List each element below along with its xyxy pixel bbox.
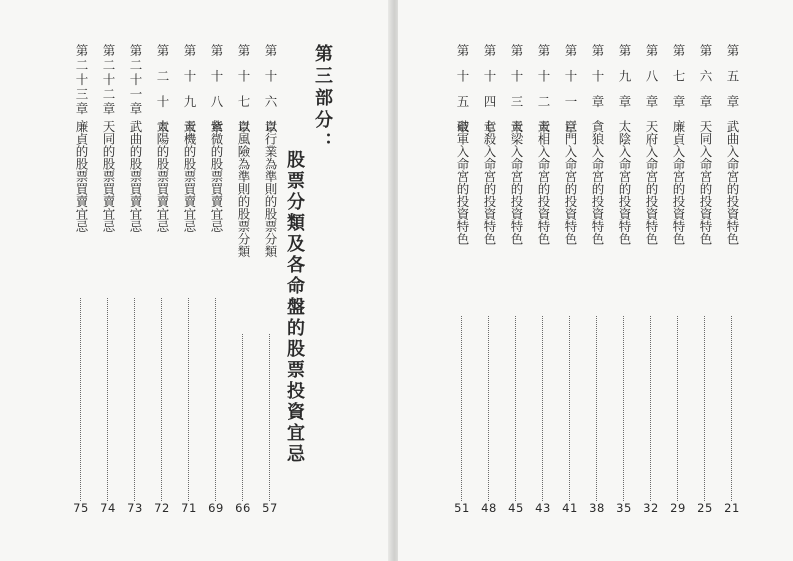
chapter-title: 天同入命宮的投資特色 [698,120,713,245]
page-number: 41 [562,501,578,515]
page-number: 75 [73,501,89,515]
chapter-title: 七殺入命宮的投資特色 [482,120,497,245]
toc-entry [69,0,93,561]
chapter-label: 第十一章 [563,44,578,146]
chapter-label: 第二十三章 [74,44,89,117]
page-number: 73 [127,501,143,515]
chapter-title: 武曲的股票買賣宜忌 [128,120,143,233]
chapter-label: 第九章 [617,44,632,121]
toc-entry [150,0,174,561]
chapter-label: 第十五章 [455,44,470,146]
page-number: 71 [181,501,197,515]
dot-leader [677,316,678,501]
chapter-title: 以風險為準則的股票分類 [236,120,251,258]
chapter-label: 第八章 [644,44,659,121]
chapter-label: 第二十一章 [128,44,143,117]
dot-leader [596,316,597,501]
dot-leader [188,298,189,501]
page-number: 29 [670,501,686,515]
dot-leader [515,316,516,501]
dot-leader [242,334,243,501]
dot-leader [134,298,135,501]
part-subtitle: 股票分類及各命盤的股票投資宜忌 [284,150,305,465]
chapter-title: 貪狼入命宮的投資特色 [590,120,605,245]
toc-entry [450,0,474,561]
chapter-label: 第十八章 [209,44,224,146]
chapter-title: 以行業為準則的股票分類 [263,120,278,258]
page-number: 48 [481,501,497,515]
dot-leader [542,316,543,501]
toc-entry [231,0,255,561]
toc-entry [666,0,690,561]
chapter-title: 太陽的股票買賣宜忌 [155,120,170,233]
page-number: 43 [535,501,551,515]
toc-entry [477,0,501,561]
chapter-label: 第二十二章 [101,44,116,117]
chapter-label: 第十七章 [236,44,251,146]
toc-entry [531,0,555,561]
dot-leader [269,334,270,501]
page-number: 69 [208,501,224,515]
dot-leader [569,316,570,501]
page-number: 66 [235,501,251,515]
chapter-label: 第十三章 [509,44,524,146]
page-number: 74 [100,501,116,515]
page-number: 51 [454,501,470,515]
chapter-title: 巨門入命宮的投資特色 [563,120,578,245]
dot-leader [461,316,462,501]
chapter-title: 廉貞的股票買賣宜忌 [74,120,89,233]
chapter-title: 廉貞入命宮的投資特色 [671,120,686,245]
toc-entry [204,0,228,561]
toc-entry [96,0,120,561]
chapter-title: 天府入命宮的投資特色 [644,120,659,245]
chapter-title: 天同的股票買賣宜忌 [101,120,116,233]
page-number: 25 [697,501,713,515]
chapter-label: 第十四章 [482,44,497,146]
page-number: 38 [589,501,605,515]
chapter-label: 第十六章 [263,44,278,146]
toc-entry [639,0,663,561]
chapter-title: 紫微的股票買賣宜忌 [209,120,224,233]
chapter-label: 第十章 [590,44,605,121]
dot-leader [488,316,489,501]
page-number: 45 [508,501,524,515]
left-page [0,0,392,561]
dot-leader [161,298,162,501]
toc-entry [258,0,282,561]
dot-leader [80,298,81,501]
part-heading: 第三部分： [312,44,333,154]
chapter-label: 第七章 [671,44,686,121]
dot-leader [215,298,216,501]
toc-entry [612,0,636,561]
chapter-title: 天機的股票買賣宜忌 [182,120,197,233]
dot-leader [107,298,108,501]
page-number: 32 [643,501,659,515]
chapter-label: 第五章 [725,44,740,121]
chapter-title: 天相入命宮的投資特色 [536,120,551,245]
toc-entry [585,0,609,561]
page-number: 72 [154,501,170,515]
dot-leader [650,316,651,501]
chapter-label: 第十二章 [536,44,551,146]
toc-entry [693,0,717,561]
toc-entry [558,0,582,561]
dot-leader [623,316,624,501]
page-number: 57 [262,501,278,515]
chapter-label: 第十九章 [182,44,197,146]
toc-entry [720,0,744,561]
toc-entry [504,0,528,561]
dot-leader [731,316,732,501]
toc-entry [123,0,147,561]
chapter-label: 第六章 [698,44,713,121]
chapter-title: 天梁入命宮的投資特色 [509,120,524,245]
chapter-title: 武曲入命宮的投資特色 [725,120,740,245]
right-page [398,0,793,561]
chapter-label: 第二十章 [155,44,170,146]
page-number: 21 [724,501,740,515]
toc-entry [177,0,201,561]
page-number: 35 [616,501,632,515]
chapter-title: 太陰入命宮的投資特色 [617,120,632,245]
chapter-title: 破軍入命宮的投資特色 [455,120,470,245]
dot-leader [704,316,705,501]
